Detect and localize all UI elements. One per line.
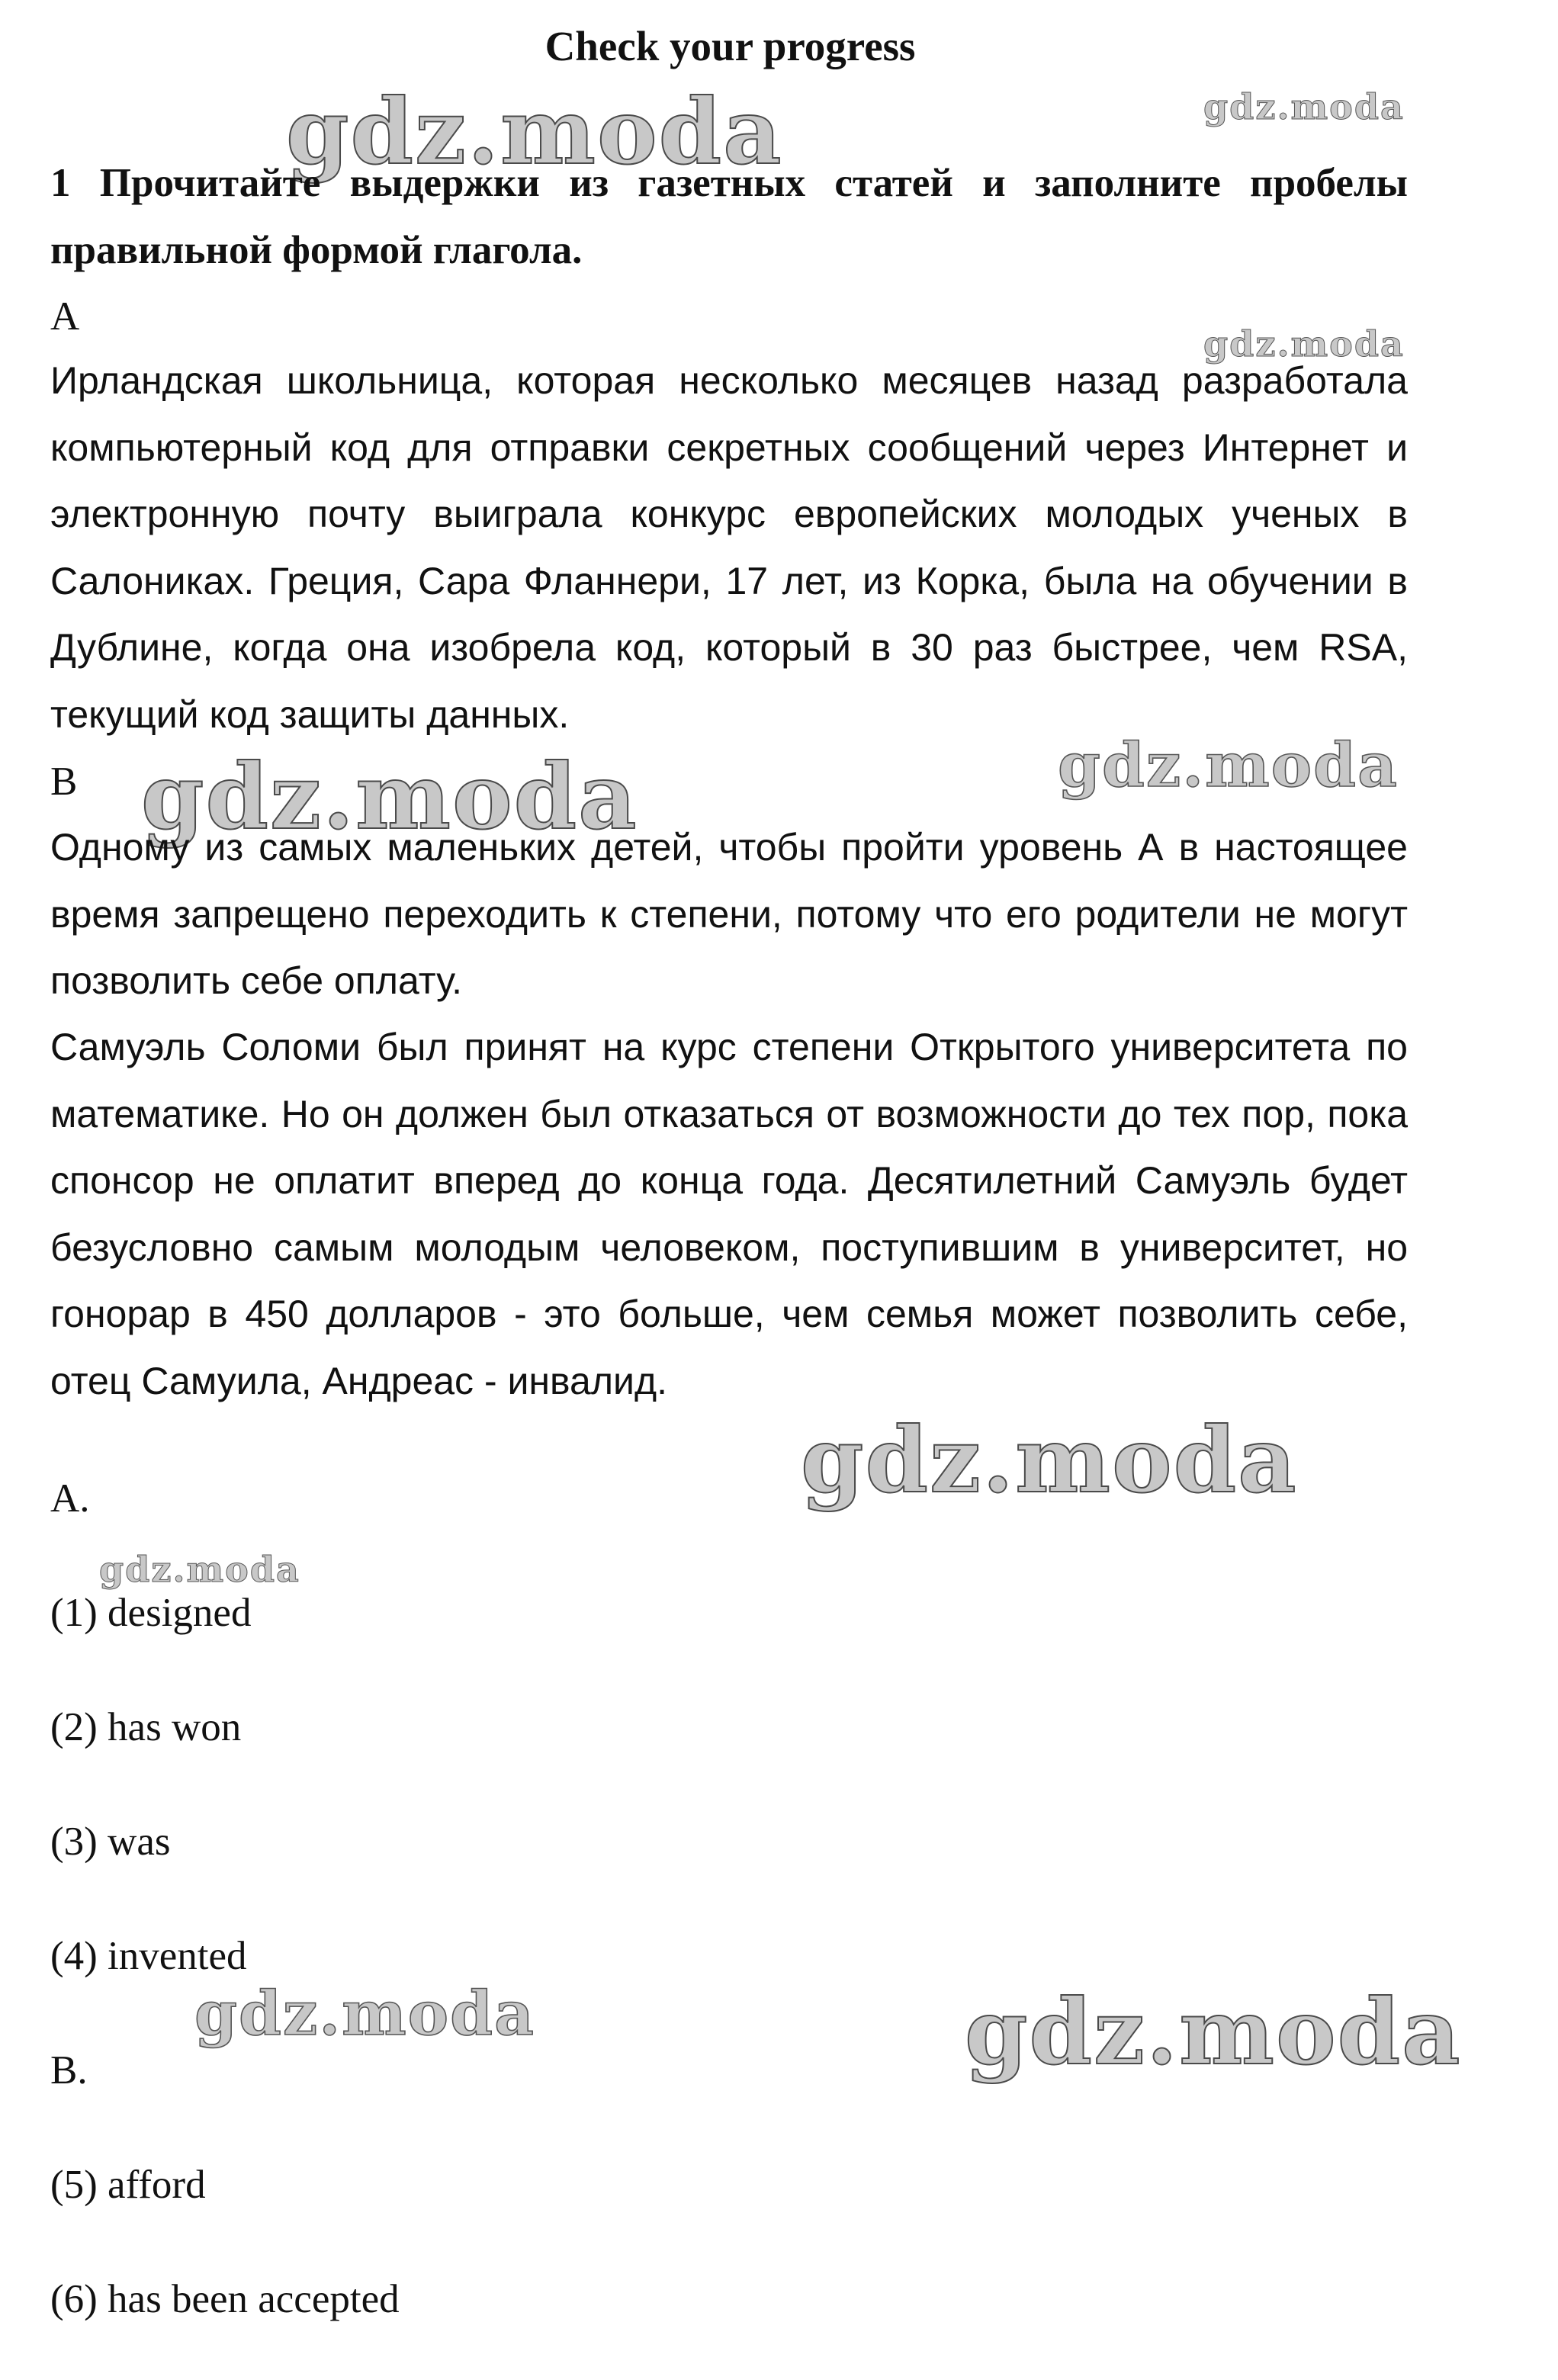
answer-item: (1) designed (50, 1591, 252, 1635)
article-a-text: Ирландская школьница, которая несколько месяцев назад разработала компьютерный код для отправки секретных сообщений через Интернет и электронную почту выиграла конкурс европейских молодых ученых в Салониках. Греция, Сара Фланнери, 17 лет, из Корка, была на обучении в Дублине, когда она изобрела код, который в 30 раз быстрее, чем RSA, текущий код защиты данных. (50, 359, 1408, 736)
watermark: gdz.moda (141, 744, 638, 850)
watermark: gdz.moda (1058, 729, 1399, 801)
watermark: gdz.moda (801, 1407, 1298, 1513)
task-instruction: 1 Прочитайте выдержки из газетных статей и заполните пробелы правильной формой глагола. (50, 161, 1408, 272)
watermark: gdz.moda (99, 1549, 300, 1590)
watermark: gdz.moda (194, 1977, 535, 2049)
answer-item: (5) afford (50, 2163, 206, 2207)
answer-item: (3) was (50, 1820, 171, 1864)
page-title: Check your progress (544, 23, 916, 69)
article-b-text-1: Одному из самых маленьких детей, чтобы пройти уровень А в настоящее время запрещено переходить к степени, потому что его родители не могут позволить себе оплату. (50, 826, 1408, 1002)
watermark: gdz.moda (286, 79, 783, 185)
watermark: gdz.moda (1203, 323, 1405, 365)
section-a-label: A (50, 294, 80, 339)
answer-item: (4) invented (50, 1934, 247, 1978)
answers-a-label: A. (50, 1476, 90, 1521)
watermark: gdz.moda (1203, 86, 1405, 127)
answer-item: (2) has won (50, 1705, 242, 1749)
article-b-text-2: Самуэль Соломи был принят на курс степени Открытого университета по математике. Но он должен был отказаться от возможности до тех пор, пока спонсор не оплатит вперед до конца года. Десятилетний Самуэль будет безусловно самым молодым человеком, поступившим в университет, но гонорар в 450 долларов - это больше, чем семья может позволить себе, отец Самуила, Андреас - инвалид. (50, 1026, 1408, 1402)
answers-b-label: B. (50, 2048, 88, 2093)
answer-item: (6) has been accepted (50, 2277, 400, 2321)
watermark: gdz.moda (965, 1979, 1462, 2085)
section-b-label: B (50, 760, 78, 804)
